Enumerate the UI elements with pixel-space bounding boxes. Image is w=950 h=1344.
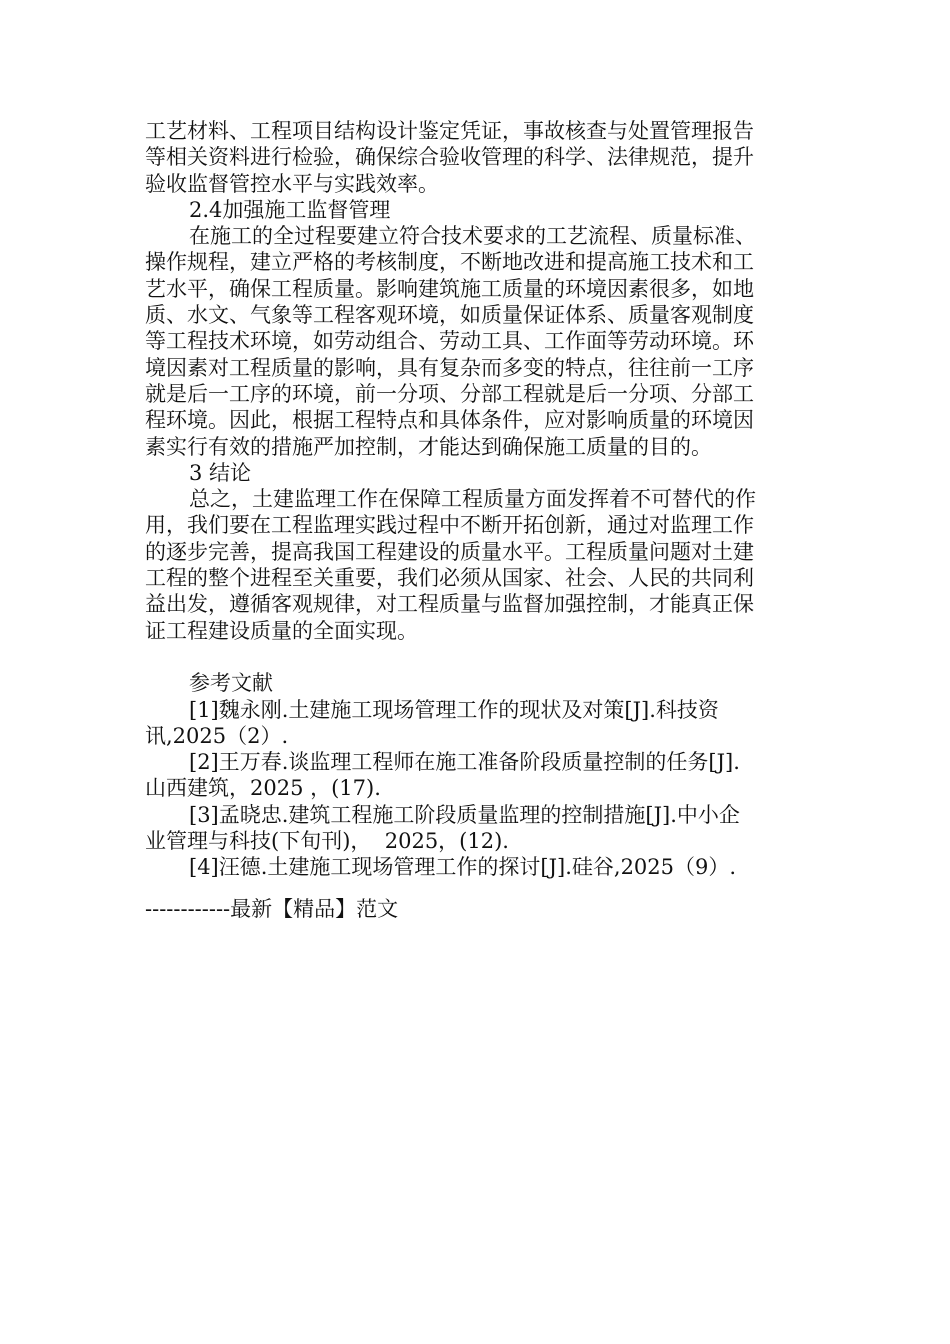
reference-item: [1]魏永刚.土建施工现场管理工作的现状及对策[J].科技资	[189, 697, 719, 722]
footer-tagline: ------------最新【精品】范文	[145, 897, 399, 921]
reference-item-continued: 山西建筑，2025 ，(17).	[145, 776, 381, 801]
text-line: 在施工的全过程要建立符合技术要求的工艺流程、质量标准、	[189, 224, 756, 249]
text-line: 益出发，遵循客观规律，对工程质量与监督加强控制，才能真正保	[145, 592, 754, 617]
text-line: 工程的整个进程至关重要，我们必须从国家、社会、人民的共同利	[145, 566, 754, 591]
text-line: 质、水文、气象等工程客观环境，如质量保证体系、质量客观制度	[145, 303, 754, 328]
text-line: 用，我们要在工程监理实践过程中不断开拓创新，通过对监理工作	[145, 513, 754, 538]
reference-item: [2]王万春.谈监理工程师在施工准备阶段质量控制的任务[J].	[189, 750, 740, 775]
reference-item-continued: 业管理与科技(下旬刊)， 2025，(12).	[145, 829, 509, 854]
text-line: 素实行有效的措施严加控制，才能达到确保施工质量的目的。	[145, 434, 712, 459]
text-line: 等相关资料进行检验，确保综合验收管理的科学、法律规范，提升	[145, 145, 754, 170]
text-line: 总之，土建监理工作在保障工程质量方面发挥着不可替代的作	[189, 487, 756, 512]
text-line: 等工程技术环境，如劳动组合、劳动工具、工作面等劳动环境。环	[145, 329, 754, 354]
document-body	[145, 118, 797, 881]
text-line: 验收监督管控水平与实践效率。	[145, 171, 439, 196]
reference-item: [4]汪德.土建施工现场管理工作的探讨[J].硅谷,2025（9）.	[189, 855, 737, 880]
section-heading-3: 3 结论	[189, 460, 252, 485]
text-line: 证工程建设质量的全面实现。	[145, 618, 418, 643]
text-line: 工艺材料、工程项目结构设计鉴定凭证，事故核查与处置管理报告	[145, 119, 754, 143]
text-line: 操作规程，建立严格的考核制度，不断地改进和提高施工技术和工	[145, 250, 754, 275]
reference-item-continued: 讯,2025（2）.	[145, 723, 289, 748]
text-line: 就是后一工序的环境，前一分项、分部工程就是后一分项、分部工	[145, 381, 754, 406]
text-line: 境因素对工程质量的影响，具有复杂而多变的特点，往往前一工序	[145, 355, 754, 380]
text-line: 程环境。因此，根据工程特点和具体条件，应对影响质量的环境因	[145, 408, 754, 433]
references-heading: 参考文献	[189, 671, 273, 696]
section-heading-2-4: 2.4加强施工监督管理	[189, 197, 391, 222]
text-line: 的逐步完善，提高我国工程建设的质量水平。工程质量问题对土建	[145, 539, 754, 564]
reference-item: [3]孟晓忠.建筑工程施工阶段质量监理的控制措施[J].中小企	[189, 802, 740, 827]
text-line: 艺水平，确保工程质量。影响建筑施工质量的环境因素很多，如地	[145, 276, 754, 301]
spacer	[145, 644, 797, 670]
